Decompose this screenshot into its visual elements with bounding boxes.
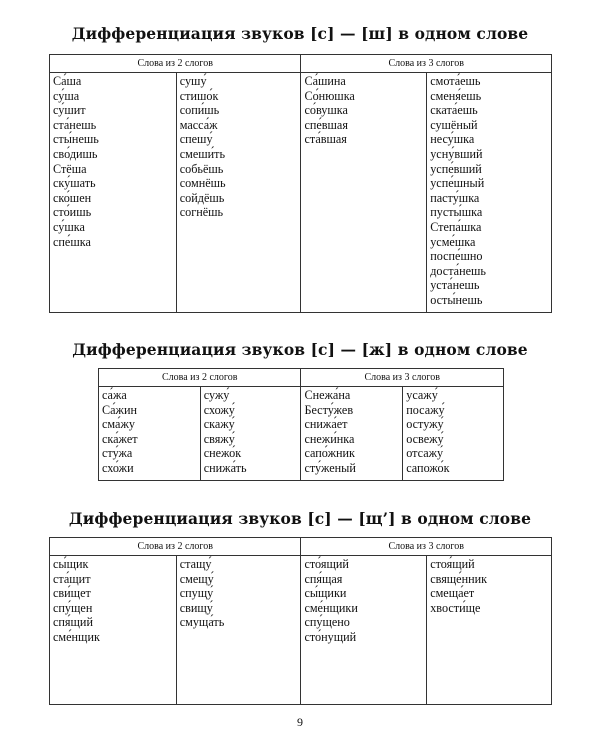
word-item: Са́шина xyxy=(304,74,346,88)
word-item: сменя́ешь xyxy=(430,88,482,103)
word-item: со́вушка xyxy=(304,103,348,118)
word-item: свяще́нник xyxy=(430,571,488,586)
word-item: успе́шный xyxy=(430,176,485,191)
word-item: ску́шать xyxy=(53,176,96,191)
word-item: несу́шка xyxy=(430,132,475,147)
word-item: сви́щет xyxy=(53,586,91,601)
word-item: смещу́ xyxy=(179,571,214,586)
section-2-table xyxy=(98,368,504,481)
word-item: Са́жин xyxy=(102,402,138,417)
word-item: смеши́ть xyxy=(179,146,226,161)
word-item: успе́вший xyxy=(430,161,482,176)
word-item: ста́нешь xyxy=(53,117,97,132)
word-item: су́ша xyxy=(53,88,80,103)
word-list xyxy=(177,556,301,631)
word-item: са́жа xyxy=(102,388,127,402)
word-item: сомнёшь xyxy=(179,176,226,191)
header-three-syllables: Слова из 3 слогов xyxy=(301,369,504,387)
word-item: ста́вшая xyxy=(304,132,347,147)
word-item: сто́нущий xyxy=(304,629,357,644)
word-item: су́шит xyxy=(53,103,86,118)
word-item: смота́ешь xyxy=(430,74,481,88)
word-item: снижа́ет xyxy=(304,417,348,432)
word-item: согнёшь xyxy=(179,205,224,220)
word-item: сто́ящий xyxy=(304,557,349,571)
word-item: спешу́ xyxy=(179,132,213,147)
word-list xyxy=(427,556,551,616)
word-item: стишо́к xyxy=(179,88,219,103)
word-item: сойдёшь xyxy=(179,190,225,205)
word-item: спе́шка xyxy=(53,234,91,249)
header-three-syllables: Слова из 3 слогов xyxy=(301,55,552,73)
section-3-table xyxy=(49,537,552,705)
word-item: усажу́ xyxy=(406,388,438,402)
word-item: сме́нщик xyxy=(53,629,100,644)
word-item: доста́нешь xyxy=(430,263,486,278)
word-item: отсажу́ xyxy=(406,446,444,461)
word-item: сто́ишь xyxy=(53,205,92,220)
page-number: 9 xyxy=(297,715,303,729)
section-2-title: Дифференциация звуков [с] — [ж] в одном слове xyxy=(72,340,528,359)
word-list xyxy=(301,387,402,477)
section-1-table xyxy=(49,54,552,313)
word-item: свяжу́ xyxy=(203,431,235,446)
word-item: ската́ешь xyxy=(430,103,478,118)
word-item: поспе́шно xyxy=(430,249,483,264)
word-item: остужу́ xyxy=(406,417,444,432)
word-item: собьёшь xyxy=(179,161,224,176)
word-item: су́шка xyxy=(53,219,85,234)
word-item: Бесту́жев xyxy=(304,402,354,417)
word-item: спу́щено xyxy=(304,615,350,630)
word-item: сту́женый xyxy=(304,460,356,475)
word-item: ско́шен xyxy=(53,190,92,205)
word-item: сужу́ xyxy=(203,388,230,402)
word-item: Со́нюшка xyxy=(304,88,355,103)
word-item: Стёша xyxy=(53,161,87,176)
word-item: сту́жа xyxy=(102,446,133,461)
word-item: Снежа́на xyxy=(304,388,351,402)
section-3-title: Дифференциация звуков [с] — [щ’] в одном слове xyxy=(68,509,532,528)
word-list xyxy=(201,387,301,477)
word-item: сушёный xyxy=(430,117,478,132)
word-item: ска́жет xyxy=(102,431,138,446)
word-item: сты́нешь xyxy=(53,132,99,147)
word-item: ста́щит xyxy=(53,571,91,586)
word-item: спя́щий xyxy=(53,615,93,630)
word-item: снежо́к xyxy=(203,446,242,461)
word-item: сы́щик xyxy=(53,557,89,571)
word-item: посажу́ xyxy=(406,402,445,417)
word-item: Степа́шка xyxy=(430,219,482,234)
word-list xyxy=(50,556,176,646)
word-item: сапо́жник xyxy=(304,446,355,461)
word-item: стащу́ xyxy=(179,557,212,571)
word-list xyxy=(403,387,503,477)
word-list xyxy=(301,73,426,148)
word-item: скажу́ xyxy=(203,417,235,432)
section-1-title: Дифференциация звуков [с] — [ш] в одном слове xyxy=(71,24,529,43)
header-two-syllables: Слова из 2 слогов xyxy=(50,55,301,73)
word-item: смуща́ть xyxy=(179,615,225,630)
word-item: снежи́нка xyxy=(304,431,355,446)
word-item: сапожо́к xyxy=(406,460,450,475)
word-item: усну́вший xyxy=(430,146,483,161)
word-item: сма́жу xyxy=(102,417,135,432)
word-item: спя́щая xyxy=(304,571,343,586)
word-item: схо́жи xyxy=(102,460,134,475)
word-item: спу́щен xyxy=(53,600,93,615)
word-item: свищу́ xyxy=(179,600,213,615)
word-list xyxy=(427,73,551,309)
word-list xyxy=(177,73,301,221)
word-item: сушу́ xyxy=(179,74,207,88)
word-item: освежу́ xyxy=(406,431,444,446)
word-list xyxy=(301,556,426,646)
word-item: сы́щики xyxy=(304,586,347,601)
word-item: спущу́ xyxy=(179,586,214,601)
word-item: осты́нешь xyxy=(430,292,483,307)
word-item: спе́вшая xyxy=(304,117,348,132)
header-three-syllables: Слова из 3 слогов xyxy=(301,538,552,556)
word-item: масса́ж xyxy=(179,117,218,132)
header-two-syllables: Слова из 2 слогов xyxy=(99,369,301,387)
word-item: сво́дишь xyxy=(53,146,98,161)
word-item: Са́ша xyxy=(53,74,82,88)
word-item: стоя́щий xyxy=(430,557,475,571)
word-item: снижа́ть xyxy=(203,460,247,475)
word-list xyxy=(50,73,176,250)
word-item: пасту́шка xyxy=(430,190,480,205)
word-item: уста́нешь xyxy=(430,278,480,293)
word-item: сме́нщики xyxy=(304,600,358,615)
header-two-syllables: Слова из 2 слогов xyxy=(50,538,301,556)
word-list xyxy=(99,387,200,477)
word-item: схожу́ xyxy=(203,402,235,417)
word-item: пусты́шка xyxy=(430,205,483,220)
word-item: хвости́ще xyxy=(430,600,481,615)
word-item: усме́шка xyxy=(430,234,476,249)
word-item: сопи́шь xyxy=(179,103,220,118)
word-item: смеща́ет xyxy=(430,586,475,601)
